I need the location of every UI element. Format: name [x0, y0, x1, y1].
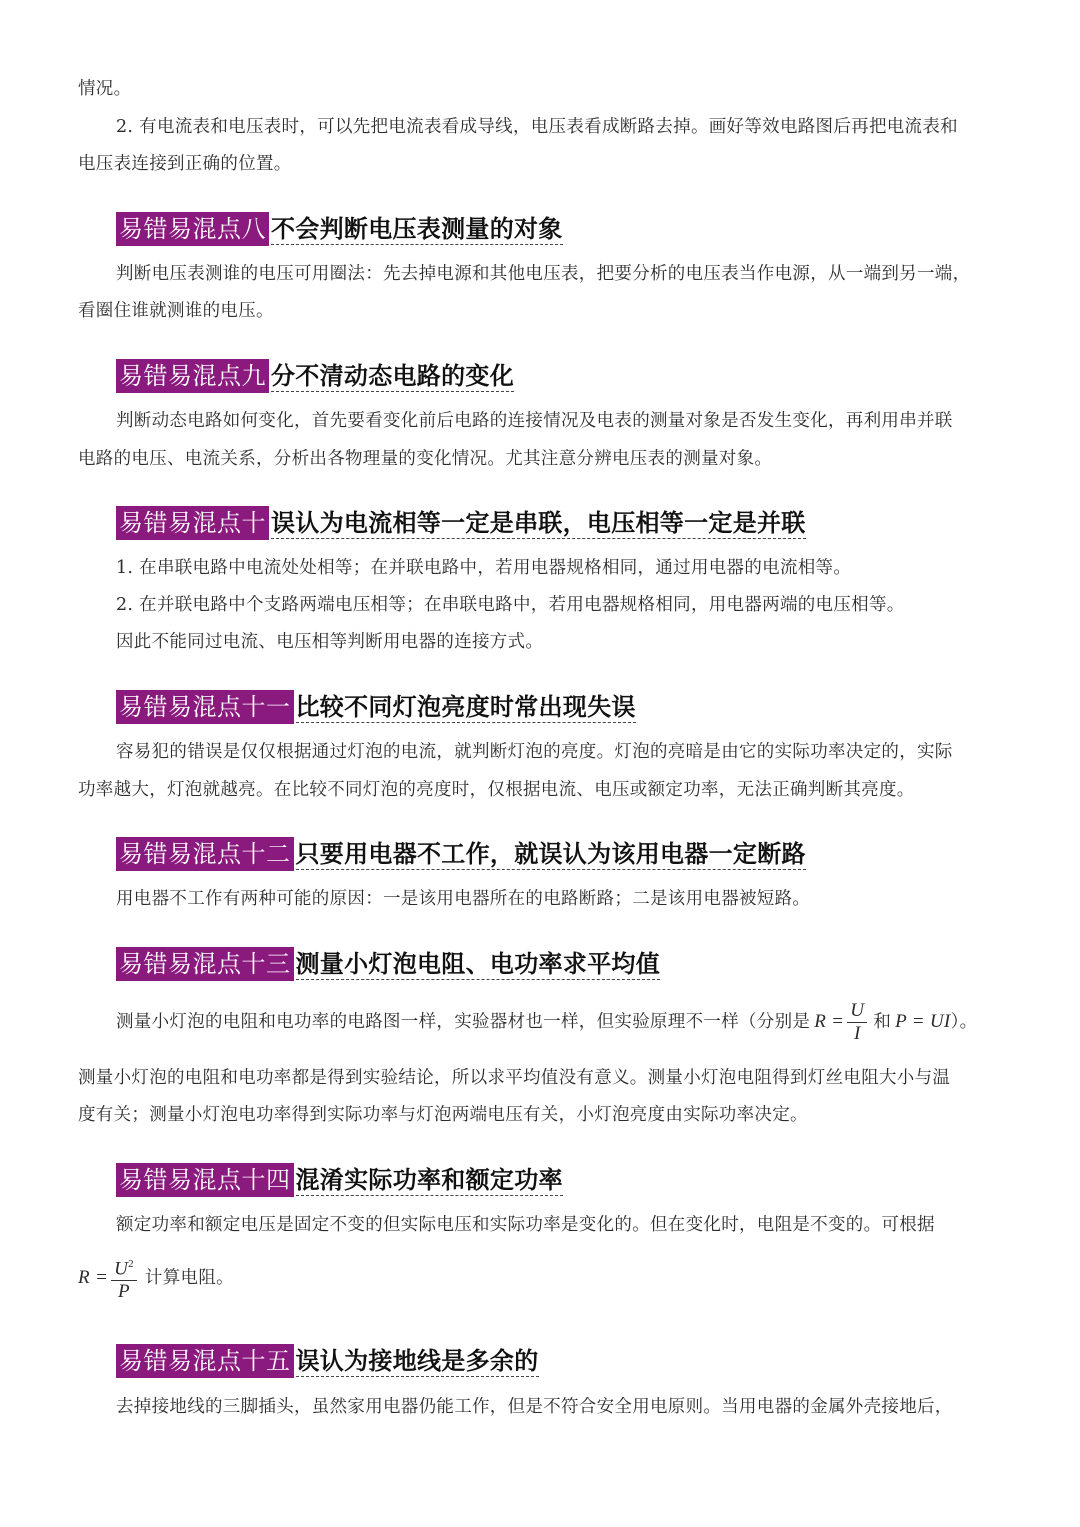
- text-line: 判断动态电路如何变化，首先要看变化前后电路的连接情况及电表的测量对象是否发生变化，再利用串并联: [116, 411, 953, 431]
- text-line: 容易犯的错误是仅仅根据通过灯泡的电流，就判断灯泡的亮度。灯泡的亮暗是由它的实际功率决定的，实际: [116, 742, 953, 762]
- section-title: 测量小灯泡电阻、电功率求平均值: [295, 949, 660, 978]
- numerator-exponent: 2: [128, 1257, 134, 1270]
- formula-r-lhs: R =: [78, 1267, 109, 1288]
- fraction-denominator: P: [118, 1281, 130, 1303]
- text-line: 去掉接地线的三脚插头，虽然家用电器仍能工作，但是不符合安全用电原则。当用电器的金属外壳接地后，: [116, 1397, 953, 1417]
- section-label: 易错易混点八: [116, 212, 269, 246]
- text-line: 1. 在串联电路中电流处处相等；在并联电路中，若用电器规格相同，通过用电器的电流相等。: [116, 558, 852, 578]
- section-heading: [116, 690, 636, 724]
- text-fragment: 和: [873, 1012, 892, 1032]
- section-label: 易错易混点十五: [116, 1344, 294, 1378]
- text-fragment: ）。: [950, 1012, 978, 1032]
- section-heading: [116, 212, 563, 246]
- section-title: 分不清动态电路的变化: [271, 361, 514, 390]
- text-line: 2. 有电流表和电压表时，可以先把电流表看成导线，电压表看成断路去掉。画好等效电路图后再把电流表和: [116, 117, 958, 137]
- text-line-with-formula: [116, 998, 977, 1046]
- text-line: 情况。: [78, 79, 132, 99]
- text-line: 电路的电压、电流关系，分析出各物理量的变化情况。尤其注意分辨电压表的测量对象。: [78, 449, 773, 469]
- formula-fraction-ui: [847, 1000, 867, 1045]
- text-fragment: 测量小灯泡的电阻和电功率的电路图一样，实验器材也一样，但实验原理不一样（分别是: [116, 1012, 811, 1032]
- formula-r-lhs: R =: [814, 1011, 845, 1032]
- section-title: 混淆实际功率和额定功率: [295, 1165, 563, 1194]
- section-heading: [116, 947, 660, 981]
- text-line: 因此不能同过电流、电压相等判断用电器的连接方式。: [116, 632, 544, 652]
- section-title: 不会判断电压表测量的对象: [271, 214, 563, 243]
- text-line: 用电器不工作有两种可能的原因：一是该用电器所在的电路断路；二是该用电器被短路。: [116, 889, 811, 909]
- section-heading: [116, 1163, 563, 1197]
- section-label: 易错易混点十: [116, 506, 269, 540]
- section-heading: [116, 506, 806, 540]
- text-line: 功率越大，灯泡就越亮。在比较不同灯泡的亮度时，仅根据电流、电压或额定功率，无法正确判断其亮度。: [78, 780, 915, 800]
- section-heading: [116, 837, 806, 871]
- section-label: 易错易混点十三: [116, 947, 294, 981]
- text-line: 电压表连接到正确的位置。: [78, 154, 292, 174]
- text-line: 额定功率和额定电压是固定不变的但实际电压和实际功率是变化的。但在变化时，电阻是不变的。可根据: [116, 1215, 935, 1235]
- numerator-base: U: [114, 1258, 129, 1280]
- section-label: 易错易混点十二: [116, 837, 294, 871]
- text-line: 看圈住谁就测谁的电压。: [78, 301, 274, 321]
- formula-p-eq: P = UI: [895, 1011, 951, 1032]
- section-title: 误认为电流相等一定是串联，电压相等一定是并联: [271, 508, 806, 537]
- formula-fraction-u2p: [111, 1253, 137, 1303]
- section-label: 易错易混点十一: [116, 690, 294, 724]
- text-line: 度有关；测量小灯泡电功率得到实际功率与灯泡两端电压有关，小灯泡亮度由实际功率决定。: [78, 1105, 808, 1125]
- text-line: 2. 在并联电路中个支路两端电压相等；在串联电路中，若用电器规格相同，用电器两端的电压相等。: [116, 595, 905, 615]
- text-line: 测量小灯泡的电阻和电功率都是得到实验结论，所以求平均值没有意义。测量小灯泡电阻得到灯丝电阻大小与温: [78, 1068, 951, 1088]
- fraction-numerator: U: [847, 1000, 867, 1023]
- fraction-denominator: I: [853, 1022, 861, 1044]
- section-label: 易错易混点十四: [116, 1163, 294, 1197]
- fraction-numerator: [111, 1253, 137, 1281]
- section-heading: [116, 359, 514, 393]
- section-heading: [116, 1344, 539, 1378]
- text-line-with-formula: [78, 1252, 234, 1304]
- text-line: 判断电压表测谁的电压可用圈法：先去掉电源和其他电压表，把要分析的电压表当作电源，从一端到另一端，: [116, 264, 971, 284]
- section-title: 比较不同灯泡亮度时常出现失误: [295, 692, 636, 721]
- text-fragment: 计算电阻。: [144, 1268, 234, 1288]
- section-title: 只要用电器不工作，就误认为该用电器一定断路: [295, 839, 806, 868]
- section-title: 误认为接地线是多余的: [295, 1346, 539, 1375]
- section-label: 易错易混点九: [116, 359, 269, 393]
